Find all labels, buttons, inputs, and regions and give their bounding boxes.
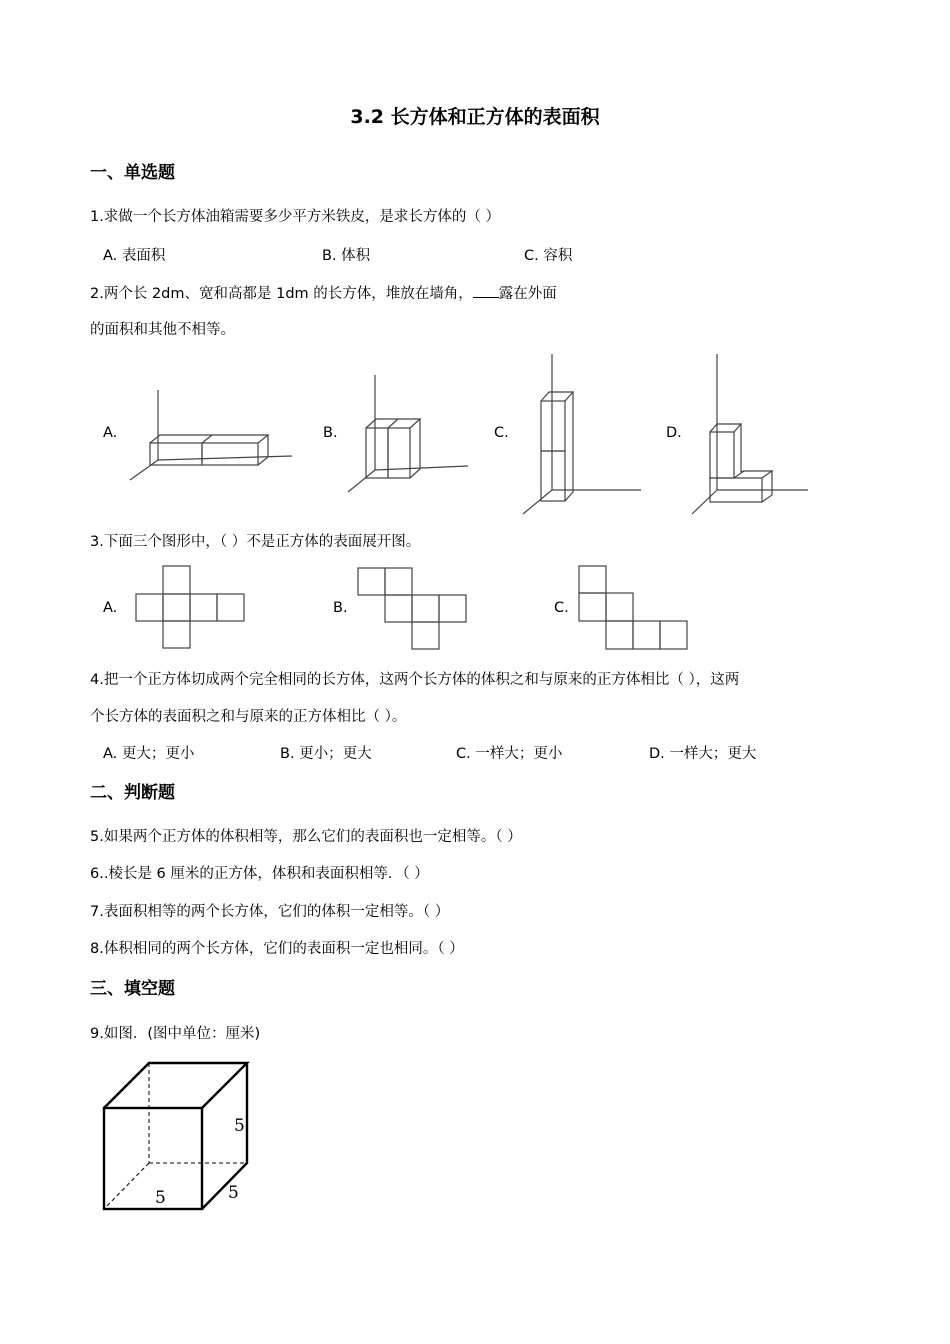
q4-option-b: B. 更小；更大 bbox=[280, 746, 372, 762]
q4-option-d: D. 一样大；更大 bbox=[649, 746, 757, 762]
question-2-line2: 的面积和其他不相等。 bbox=[90, 322, 235, 338]
q3-option-b: B. bbox=[333, 600, 348, 616]
page-title: 3.2 长方体和正方体的表面积 bbox=[350, 106, 600, 128]
q1-option-b: B. 体积 bbox=[322, 248, 371, 264]
q4-option-a: A. 更大；更小 bbox=[103, 746, 195, 762]
q1-option-a: A. 表面积 bbox=[103, 248, 166, 264]
q2-figure-a bbox=[120, 380, 300, 490]
question-8: 8.体积相同的两个长方体，它们的表面积一定也相同。（ ） bbox=[90, 941, 464, 957]
q3-option-a: A. bbox=[103, 600, 118, 616]
q3-option-c: C. bbox=[554, 600, 569, 616]
q1-option-c: C. 容积 bbox=[524, 248, 573, 264]
question-9: 9.如图．(图中单位：厘米) bbox=[90, 1026, 261, 1042]
q2-option-c: C. bbox=[494, 425, 509, 441]
question-3: 3.下面三个图形中，（ ）不是正方体的表面展开图。 bbox=[90, 534, 421, 550]
q3-net-b bbox=[357, 567, 472, 653]
question-4-line2: 个长方体的表面积之和与原来的正方体相比（ ）。 bbox=[90, 709, 407, 725]
question-1: 1.求做一个长方体油箱需要多少平方米铁皮，是求长方体的（ ） bbox=[90, 209, 500, 225]
section-heading-fill-in: 三、填空题 bbox=[90, 979, 175, 999]
question-4-line1: 4.把一个正方体切成两个完全相同的长方体，这两个长方体的体积之和与原来的正方体相比（ ），这两 bbox=[90, 672, 740, 688]
question-5: 5.如果两个正方体的体积相等，那么它们的表面积也一定相等。（ ） bbox=[90, 829, 522, 845]
question-6: 6..棱长是 6 厘米的正方体，体积和表面积相等．（ ） bbox=[90, 866, 429, 882]
q4-option-c: C. 一样大；更小 bbox=[456, 746, 563, 762]
cube-label-length: 5 bbox=[155, 1188, 166, 1208]
question-2 bbox=[90, 282, 557, 303]
q2-text-after: 露在外面 bbox=[498, 286, 557, 302]
q2-option-b: B. bbox=[323, 425, 338, 441]
cube-label-height: 5 bbox=[234, 1116, 245, 1136]
q2-blank bbox=[473, 284, 499, 298]
q9-cube-figure bbox=[95, 1055, 265, 1215]
q2-figure-c bbox=[515, 350, 645, 520]
q2-figure-d bbox=[690, 350, 820, 520]
q3-net-a bbox=[135, 565, 247, 651]
q2-option-a: A. bbox=[103, 425, 118, 441]
q3-net-c bbox=[578, 565, 693, 653]
question-7: 7.表面积相等的两个长方体，它们的体积一定相等。（ ） bbox=[90, 904, 450, 920]
section-heading-single-choice: 一、单选题 bbox=[90, 163, 175, 183]
q2-figure-b bbox=[340, 370, 480, 495]
section-heading-true-false: 二、判断题 bbox=[90, 783, 175, 803]
q2-text-before: 2.两个长 2dm、宽和高都是 1dm 的长方体，堆放在墙角， bbox=[90, 286, 473, 302]
cube-label-width: 5 bbox=[228, 1183, 239, 1203]
q2-option-d: D. bbox=[666, 425, 682, 441]
